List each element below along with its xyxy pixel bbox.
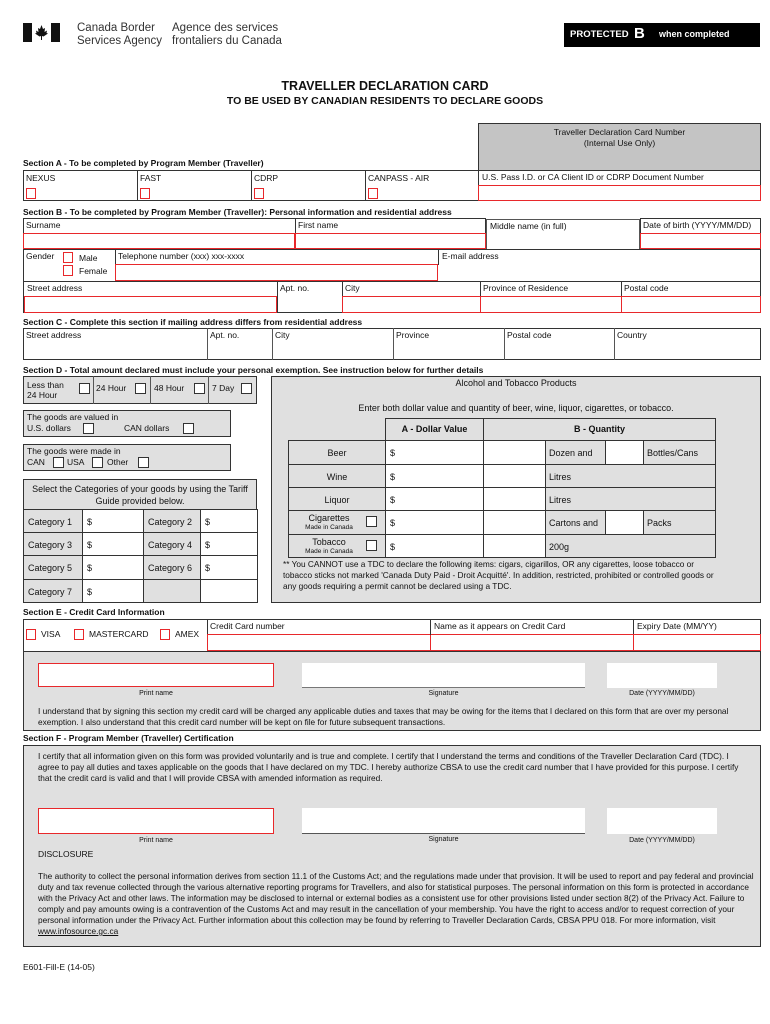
surname-label: Surname [26, 220, 61, 230]
male-label: Male [79, 253, 98, 263]
other-checkbox[interactable] [138, 457, 149, 468]
disclosure-text: The authority to collect the personal information derives from section 11.1 of the Customs Act; and the regulations made under that provision. It will be used to report and pay federal and provincial duty and tax revenue collected through the various alternative reporting programs for Travellers, and also for statistical purposes. The personal information on this form is protected in accordance with the Privacy Act and other laws. The information may be disclosed to internal or external bodies as a consistent use for other provisions listed under section 8(2) of the Privacy Act. Failure to comply and pay amounts owing is a contravention of the Customs Act and may result in the cancellation of your membership. You have the right to access and/or to request correction of your personal information under the Privacy Act. Further information about this collection may be found by referring to Traveller Declaration Cards, CBSA PPU 018. For more information, visit [38, 871, 754, 925]
mailing-postal-label: Postal code [507, 330, 552, 340]
telephone-input[interactable] [115, 264, 438, 281]
wine-quantity-input[interactable] [483, 464, 546, 488]
us-dollars-checkbox[interactable] [83, 423, 94, 434]
female-checkbox[interactable] [63, 265, 73, 276]
mailing-province-input[interactable] [393, 340, 504, 359]
section-d-title: Section D - Total amount declared must include your personal exemption. See instruction below for further details [23, 365, 484, 375]
category-2-label: Category 2 [143, 509, 201, 533]
infosource-link[interactable]: www.infosource.gc.ca [38, 926, 119, 936]
expiry-input[interactable] [633, 634, 761, 651]
wine-label: Wine [326, 472, 348, 482]
visa-label: VISA [41, 629, 61, 639]
cert-signature-field[interactable] [302, 808, 585, 834]
mailing-apt-label: Apt. no. [210, 330, 240, 340]
amex-checkbox[interactable] [160, 629, 170, 640]
tobacco-made-in-canada-checkbox[interactable] [366, 540, 377, 551]
protected-b-badge: PROTECTED B when completed [564, 23, 760, 47]
mailing-street-input[interactable] [23, 340, 207, 359]
category-7-label: Category 7 [23, 579, 83, 603]
cc-print-name-label: Print name [139, 690, 173, 697]
dob-input[interactable] [640, 233, 761, 249]
category-3-amount-input[interactable]: $ [82, 532, 144, 556]
24-hour-checkbox[interactable] [135, 383, 146, 394]
program-label-canpass: CANPASS - AIR [368, 173, 430, 183]
postal-input[interactable] [621, 296, 761, 313]
mailing-city-label: City [275, 330, 290, 340]
can-dollars-checkbox[interactable] [183, 423, 194, 434]
beer-sub-unit-label: Bottles/Cans [643, 440, 716, 465]
beer-unit-label: Dozen and [545, 440, 606, 465]
expiry-label: Expiry Date (MM/YY) [637, 621, 717, 631]
quantity-header: B - Quantity [483, 418, 716, 441]
cigarettes-quantity-input[interactable] [483, 510, 546, 535]
canada-flag-logo [23, 23, 60, 42]
cc-print-name-input[interactable] [38, 663, 274, 687]
categories-header: Select the Categories of your goods by using the Tariff Guide provided below. [23, 479, 257, 510]
city-label: City [345, 283, 360, 293]
cigarettes-dollar-input[interactable]: $ [385, 510, 484, 535]
made-in-label: The goods were made in [27, 446, 121, 456]
province-input[interactable] [480, 296, 622, 313]
can-dollars-label: CAN dollars [124, 423, 170, 433]
city-input[interactable] [342, 296, 481, 313]
category-4-label: Category 4 [143, 532, 201, 556]
cert-print-name-input[interactable] [38, 808, 274, 834]
made-in-canada-label: Made in Canada [305, 524, 353, 531]
empty-cell [200, 579, 258, 603]
cert-date-input[interactable] [607, 808, 717, 834]
beer-row-label [288, 440, 386, 465]
section-a-title: Section A - To be completed by Program Member (Traveller) [23, 158, 264, 168]
dollar-value-header: A - Dollar Value [385, 418, 484, 441]
program-label-cdrp: CDRP [254, 173, 279, 183]
category-5-label: Category 5 [23, 555, 83, 580]
us-dollars-label: U.S. dollars [27, 423, 71, 433]
name-on-card-input[interactable] [430, 634, 634, 651]
canpass-air-checkbox[interactable] [368, 188, 378, 199]
liquor-label: Liquor [324, 495, 350, 505]
cc-signature-field[interactable] [302, 663, 585, 688]
section-b-title: Section B - To be completed by Program Member (Traveller): Personal information and residential address [23, 207, 452, 217]
nexus-checkbox[interactable] [26, 188, 36, 199]
category-1-amount-input[interactable]: $ [82, 509, 144, 533]
agency-name-fr: Agence des services frontaliers du Canada [172, 22, 282, 47]
liquor-quantity-input[interactable] [483, 487, 546, 511]
duration-24: 24 Hour [96, 383, 127, 393]
page-subtitle: TO BE USED BY CANADIAN RESIDENTS TO DECLARE GOODS [226, 95, 544, 107]
cigarettes-label: Cigarettes [308, 513, 350, 523]
beer-dollar-input[interactable]: $ [385, 440, 484, 465]
wine-dollar-input[interactable]: $ [385, 464, 484, 488]
cigarettes-unit-label: Cartons and [545, 510, 606, 535]
mailing-city-input[interactable] [272, 340, 393, 359]
usa-label: USA [67, 457, 85, 467]
mastercard-checkbox[interactable] [74, 629, 84, 640]
surname-input[interactable] [23, 233, 295, 249]
cert-signature-label: Signature [428, 836, 459, 843]
alcohol-instructions: Enter both dollar value and quantity of beer, wine, liquor, cigarettes, or tobacco. [358, 403, 674, 413]
female-label: Female [79, 266, 108, 276]
cert-date-label: Date (YYYY/MM/DD) [629, 837, 695, 844]
section-c-title: Section C - Complete this section if mailing address differs from residential address [23, 317, 363, 327]
name-on-card-label: Name as it appears on Credit Card [434, 621, 566, 631]
duration-7-day: 7 Day [212, 383, 235, 393]
category-1-label: Category 1 [23, 509, 83, 533]
mailing-street-label: Street address [26, 330, 82, 340]
category-2-amount-input[interactable]: $ [200, 509, 258, 533]
cdrp-checkbox[interactable] [254, 188, 264, 199]
cc-signature-label: Signature [428, 690, 459, 697]
category-3-label: Category 3 [23, 532, 83, 556]
cert-print-name-label: Print name [139, 837, 173, 844]
card-number-input[interactable] [207, 634, 431, 651]
fast-checkbox[interactable] [140, 188, 150, 199]
certification-text: I certify that all information given on this form was provided voluntarily and is true and complete. I certify that I understand the terms and conditions of the Traveller Declaration Card (TDC). I agree to pay all duties and taxes applicable on the goods that I have declared on my TDC. I hereby authorize CBSA to use the credit card number that I have provided for this purpose. I certify that the credit card is valid and that I will provide CBSA with amended information as required. [38, 751, 739, 783]
empty-cell [143, 579, 201, 603]
section-e-title: Section E - Credit Card Information [23, 607, 165, 617]
duration-48: 48 Hour [154, 383, 185, 393]
category-6-label: Category 6 [143, 555, 201, 580]
gender-label: Gender [26, 251, 55, 261]
category-5-amount-input[interactable]: $ [82, 555, 144, 580]
mailing-apt-input[interactable] [207, 340, 272, 359]
card-number-label: Credit Card number [210, 621, 285, 631]
other-label: Other [107, 457, 129, 467]
wine-unit-label: Litres [545, 464, 716, 488]
internal-card-number-box: Traveller Declaration Card Number (Internal Use Only) [478, 123, 761, 171]
email-field[interactable] [438, 249, 761, 282]
tobacco-unit-label: 200g [545, 534, 716, 558]
dob-label: Date of birth (YYYY/MM/DD) [643, 220, 752, 230]
beer-quantity-input[interactable] [483, 440, 546, 465]
cigarettes-sub-unit-label: Packs [643, 510, 716, 535]
cigarettes-made-in-canada-checkbox[interactable] [366, 516, 377, 527]
liquor-row-label [288, 487, 386, 511]
mailing-postal-input[interactable] [504, 340, 614, 359]
48-hour-checkbox[interactable] [194, 383, 205, 394]
tdc-restriction-note: ** You CANNOT use a TDC to declare the following items: cigars, cigarillos, OR any cigarettes, loose tobacco or tobacco sticks not marked 'Canada Duty Paid - Droit Acquitté'. In addition, restricted, prohibited or controlled goods or any goods requiring a permit cannot be declared using a TDC. [283, 559, 714, 591]
less-24-hour-checkbox[interactable] [79, 383, 90, 394]
amex-label: AMEX [175, 629, 200, 639]
pass-id-label: U.S. Pass I.D. or CA Client ID or CDRP Document Number [482, 172, 704, 182]
cc-date-input[interactable] [607, 663, 717, 688]
province-label: Province of Residence [483, 283, 569, 293]
category-7-amount-input[interactable]: $ [82, 579, 144, 603]
mastercard-label: MASTERCARD [89, 629, 149, 639]
valued-in-label: The goods are valued in [27, 412, 119, 422]
male-checkbox[interactable] [63, 252, 73, 263]
credit-card-consent-text: I understand that by signing this section my credit card will be charged any applicable duties and taxes that may be owing for the items that I declared on this form that are over my personal exemption. I also understand that this credit card number will be kept on file for future subsequent transactions. [38, 706, 729, 727]
7-day-checkbox[interactable] [241, 383, 252, 394]
first-name-label: First name [298, 220, 339, 230]
alcohol-title: Alcohol and Tobacco Products [455, 378, 577, 388]
first-name-input[interactable] [295, 233, 486, 249]
mailing-province-label: Province [396, 330, 430, 340]
street-input[interactable] [24, 296, 277, 313]
pass-id-input[interactable] [478, 185, 761, 201]
cc-date-label: Date (YYYY/MM/DD) [629, 690, 695, 697]
beer-label: Beer [327, 448, 347, 458]
category-6-amount-input[interactable]: $ [200, 555, 258, 580]
liquor-unit-label: Litres [545, 487, 716, 511]
section-f-title: Section F - Program Member (Traveller) Certification [23, 733, 234, 743]
street-label: Street address [27, 283, 83, 293]
program-label-fast: FAST [140, 173, 162, 183]
agency-name-en: Canada Border Services Agency [77, 22, 163, 47]
disclosure-title: DISCLOSURE [38, 849, 94, 859]
page-title: TRAVELLER DECLARATION CARD [281, 79, 489, 93]
can-label: CAN [27, 457, 45, 467]
wine-row-label [288, 464, 386, 488]
apt-label: Apt. no. [280, 283, 310, 293]
duration-less-24: Less than 24 Hour [27, 380, 64, 400]
cigarettes-sub-quantity-input[interactable] [605, 510, 644, 535]
form-number: E601-Fill-E (14-05) [23, 962, 95, 972]
telephone-label: Telephone number (xxx) xxx-xxxx [118, 251, 245, 261]
tobacco-dollar-input[interactable]: $ [385, 534, 484, 558]
visa-checkbox[interactable] [26, 629, 36, 640]
middle-name-label: Middle name (in full) [490, 221, 567, 231]
mailing-country-input[interactable] [614, 340, 761, 359]
tobacco-label: Tobacco [312, 537, 346, 547]
email-label: E-mail address [442, 251, 499, 261]
usa-checkbox[interactable] [92, 457, 103, 468]
liquor-dollar-input[interactable]: $ [385, 487, 484, 511]
tobacco-quantity-input[interactable] [483, 534, 546, 558]
mailing-country-label: Country [617, 330, 647, 340]
made-in-canada-label: Made in Canada [305, 548, 353, 555]
beer-sub-quantity-input[interactable] [605, 440, 644, 465]
postal-label: Postal code [624, 283, 669, 293]
program-label-nexus: NEXUS [26, 173, 56, 183]
can-checkbox[interactable] [53, 457, 64, 468]
category-4-amount-input[interactable]: $ [200, 532, 258, 556]
